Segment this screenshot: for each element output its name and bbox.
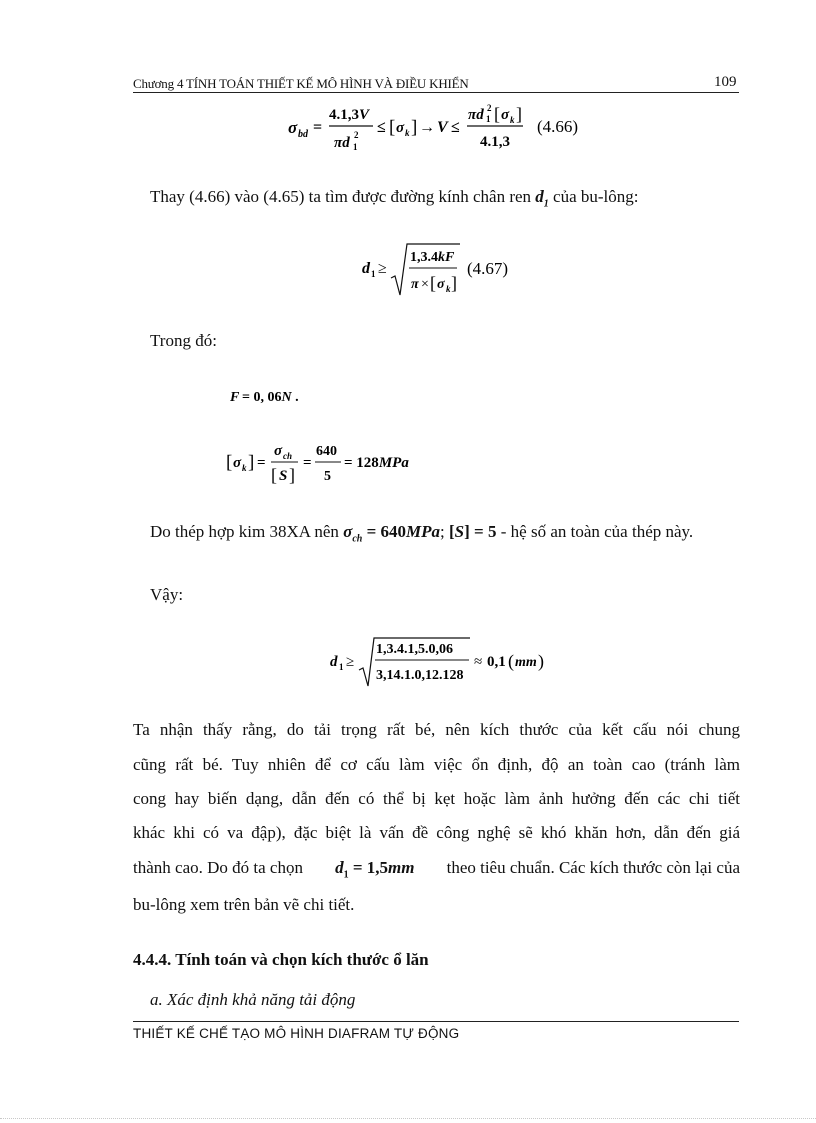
svg-text:π: π xyxy=(411,277,419,292)
svg-text:= 128MPa: = 128MPa xyxy=(344,455,409,471)
formula-d1-result xyxy=(328,634,568,690)
svg-text:0,1: 0,1 xyxy=(487,654,506,670)
svg-text:k: k xyxy=(510,115,515,125)
svg-text:=: = xyxy=(257,455,266,471)
body-line-6: bu-lông xem trên bản vẽ chi tiết. xyxy=(133,895,355,914)
page-number: 109 xyxy=(714,74,737,90)
svg-text:σ: σ xyxy=(501,107,510,123)
svg-text:k: k xyxy=(242,463,247,473)
page-edge-dots xyxy=(0,1118,816,1119)
equation-label: (4.67) xyxy=(467,259,509,278)
svg-text:1,3.4.1,5.0,06: 1,3.4.1,5.0,06 xyxy=(376,642,453,657)
body-line-5-after: theo tiêu chuẩn. Các kích thước còn lại của xyxy=(446,858,740,877)
paragraph-do-thep-before: Do thép hợp kim 38XA nên xyxy=(150,522,339,541)
chapter-header: Chương 4 TÍNH TOÁN THIẾT KẾ MÔ HÌNH VÀ ĐIỀU KHIỂN xyxy=(133,76,469,91)
svg-text:]: ] xyxy=(516,104,522,124)
body-line-1: Ta nhận thấy rằng, do tải trọng rất bé, nên kích thước của kết cấu nói chung xyxy=(133,720,740,739)
svg-text:bd: bd xyxy=(298,129,308,140)
formula-allowable-stress xyxy=(226,437,426,489)
svg-text:[: [ xyxy=(430,273,436,293)
svg-text:≥: ≥ xyxy=(378,260,387,277)
svg-text:1: 1 xyxy=(339,662,344,672)
svg-text:≈: ≈ xyxy=(474,654,483,670)
paragraph-thay xyxy=(150,187,638,209)
svg-text:d: d xyxy=(330,654,338,670)
header-divider xyxy=(133,92,739,93)
svg-text:ch: ch xyxy=(283,451,292,461)
svg-text:3,14.1.0,12.128: 3,14.1.0,12.128 xyxy=(376,668,464,683)
svg-text:≤: ≤ xyxy=(377,119,386,136)
symbol-d1: $d_1$ xyxy=(535,187,549,210)
paragraph-thay-before: Thay (4.66) vào (4.65) ta tìm được đường kính chân ren xyxy=(150,187,532,206)
svg-text:≤: ≤ xyxy=(451,119,460,136)
svg-text:[: [ xyxy=(389,117,396,138)
svg-text:): ) xyxy=(538,651,544,671)
svg-text:]: ] xyxy=(451,273,457,293)
svg-text:]: ] xyxy=(411,117,418,138)
svg-text:πd: πd xyxy=(334,135,350,151)
equation-label: (4.66) xyxy=(537,117,579,136)
equation-4-67 xyxy=(360,240,560,302)
svg-text:σ: σ xyxy=(396,120,405,136)
body-line-4: khác khi có va đập), đặc biệt là vấn đề công nghệ sẽ khó khăn hơn, dẫn đến giá xyxy=(133,823,740,842)
footer-divider xyxy=(133,1021,739,1022)
svg-text:F: F xyxy=(230,390,240,405)
symbol-sigma-ch: $\sigma_{ch} = 640MPa$ xyxy=(343,522,441,545)
svg-text:(: ( xyxy=(508,651,514,671)
svg-text:σ: σ xyxy=(233,455,242,471)
body-line-3: cong hay biến dạng, dẫn đến có thể bị kẹt hoặc làm ảnh hưởng đến các chi tiết xyxy=(133,789,740,808)
svg-text:[: [ xyxy=(271,465,277,485)
footer-title: THIẾT KẾ CHẾ TẠO MÔ HÌNH DIAFRAM TỰ ĐỘNG xyxy=(133,1026,460,1041)
svg-text:640: 640 xyxy=(316,444,337,459)
paragraph-vay: Vậy: xyxy=(150,585,184,604)
svg-text:1: 1 xyxy=(371,269,376,279)
equation-4-66 xyxy=(285,100,615,155)
svg-text:2: 2 xyxy=(487,103,492,113)
svg-text:]: ] xyxy=(248,452,255,473)
paragraph-do-thep: Do thép hợp kim 38XA nên $\sigma_{ch} = 640MPa$; [S] = 5 - hệ số an toàn của thép này. xyxy=(150,522,694,545)
symbol-d1-chosen: $d_1 = 1,5mm$ xyxy=(335,858,415,881)
body-line-5-before: thành cao. Do đó ta chọn xyxy=(133,858,303,877)
paragraph-trong-do: Trong đó: xyxy=(150,331,217,350)
svg-text:=: = xyxy=(313,119,323,136)
svg-text:1: 1 xyxy=(353,142,358,152)
svg-text:[: [ xyxy=(494,104,500,124)
svg-text:S: S xyxy=(279,468,288,484)
section-heading: 4.4.4. Tính toán và chọn kích thước ổ lăn xyxy=(133,950,429,969)
body-line-5 xyxy=(133,858,740,880)
svg-text:= 0, 06N .: = 0, 06N . xyxy=(242,390,299,405)
svg-text:mm: mm xyxy=(515,655,537,670)
svg-text:[: [ xyxy=(226,452,233,473)
svg-text:→: → xyxy=(419,119,435,136)
svg-text:2: 2 xyxy=(354,130,359,140)
svg-text:d: d xyxy=(362,260,370,277)
body-line-2: cũng rất bé. Tuy nhiên để cơ cấu làm việc ổn định, độ an toàn cao (tránh làm xyxy=(133,755,740,774)
svg-text:k: k xyxy=(405,128,410,138)
paragraph-do-thep-after: - hệ số an toàn của thép này. xyxy=(500,522,694,541)
svg-text:5: 5 xyxy=(324,469,331,484)
svg-text:×: × xyxy=(421,277,429,292)
svg-text:V: V xyxy=(437,119,448,136)
paragraph-thay-after: của bu-lông: xyxy=(553,187,639,206)
svg-text:1,3.4kF: 1,3.4kF xyxy=(410,250,455,265)
svg-text:σ: σ xyxy=(274,443,283,459)
subsection-heading: a. Xác định khả năng tải động xyxy=(150,990,356,1009)
svg-text:σ: σ xyxy=(437,277,445,292)
svg-text:]: ] xyxy=(289,465,295,485)
svg-text:4.1,3: 4.1,3 xyxy=(480,134,510,150)
svg-text:=: = xyxy=(303,455,312,471)
svg-text:k: k xyxy=(446,284,451,294)
symbol-safety-factor: [S] = 5 xyxy=(449,522,497,541)
formula-force xyxy=(228,383,338,409)
svg-text:≥: ≥ xyxy=(346,654,355,670)
svg-text:4.1,3V: 4.1,3V xyxy=(329,107,370,123)
svg-text:πd: πd xyxy=(468,107,484,123)
svg-text:σ: σ xyxy=(288,118,298,137)
svg-text:1: 1 xyxy=(486,114,491,124)
